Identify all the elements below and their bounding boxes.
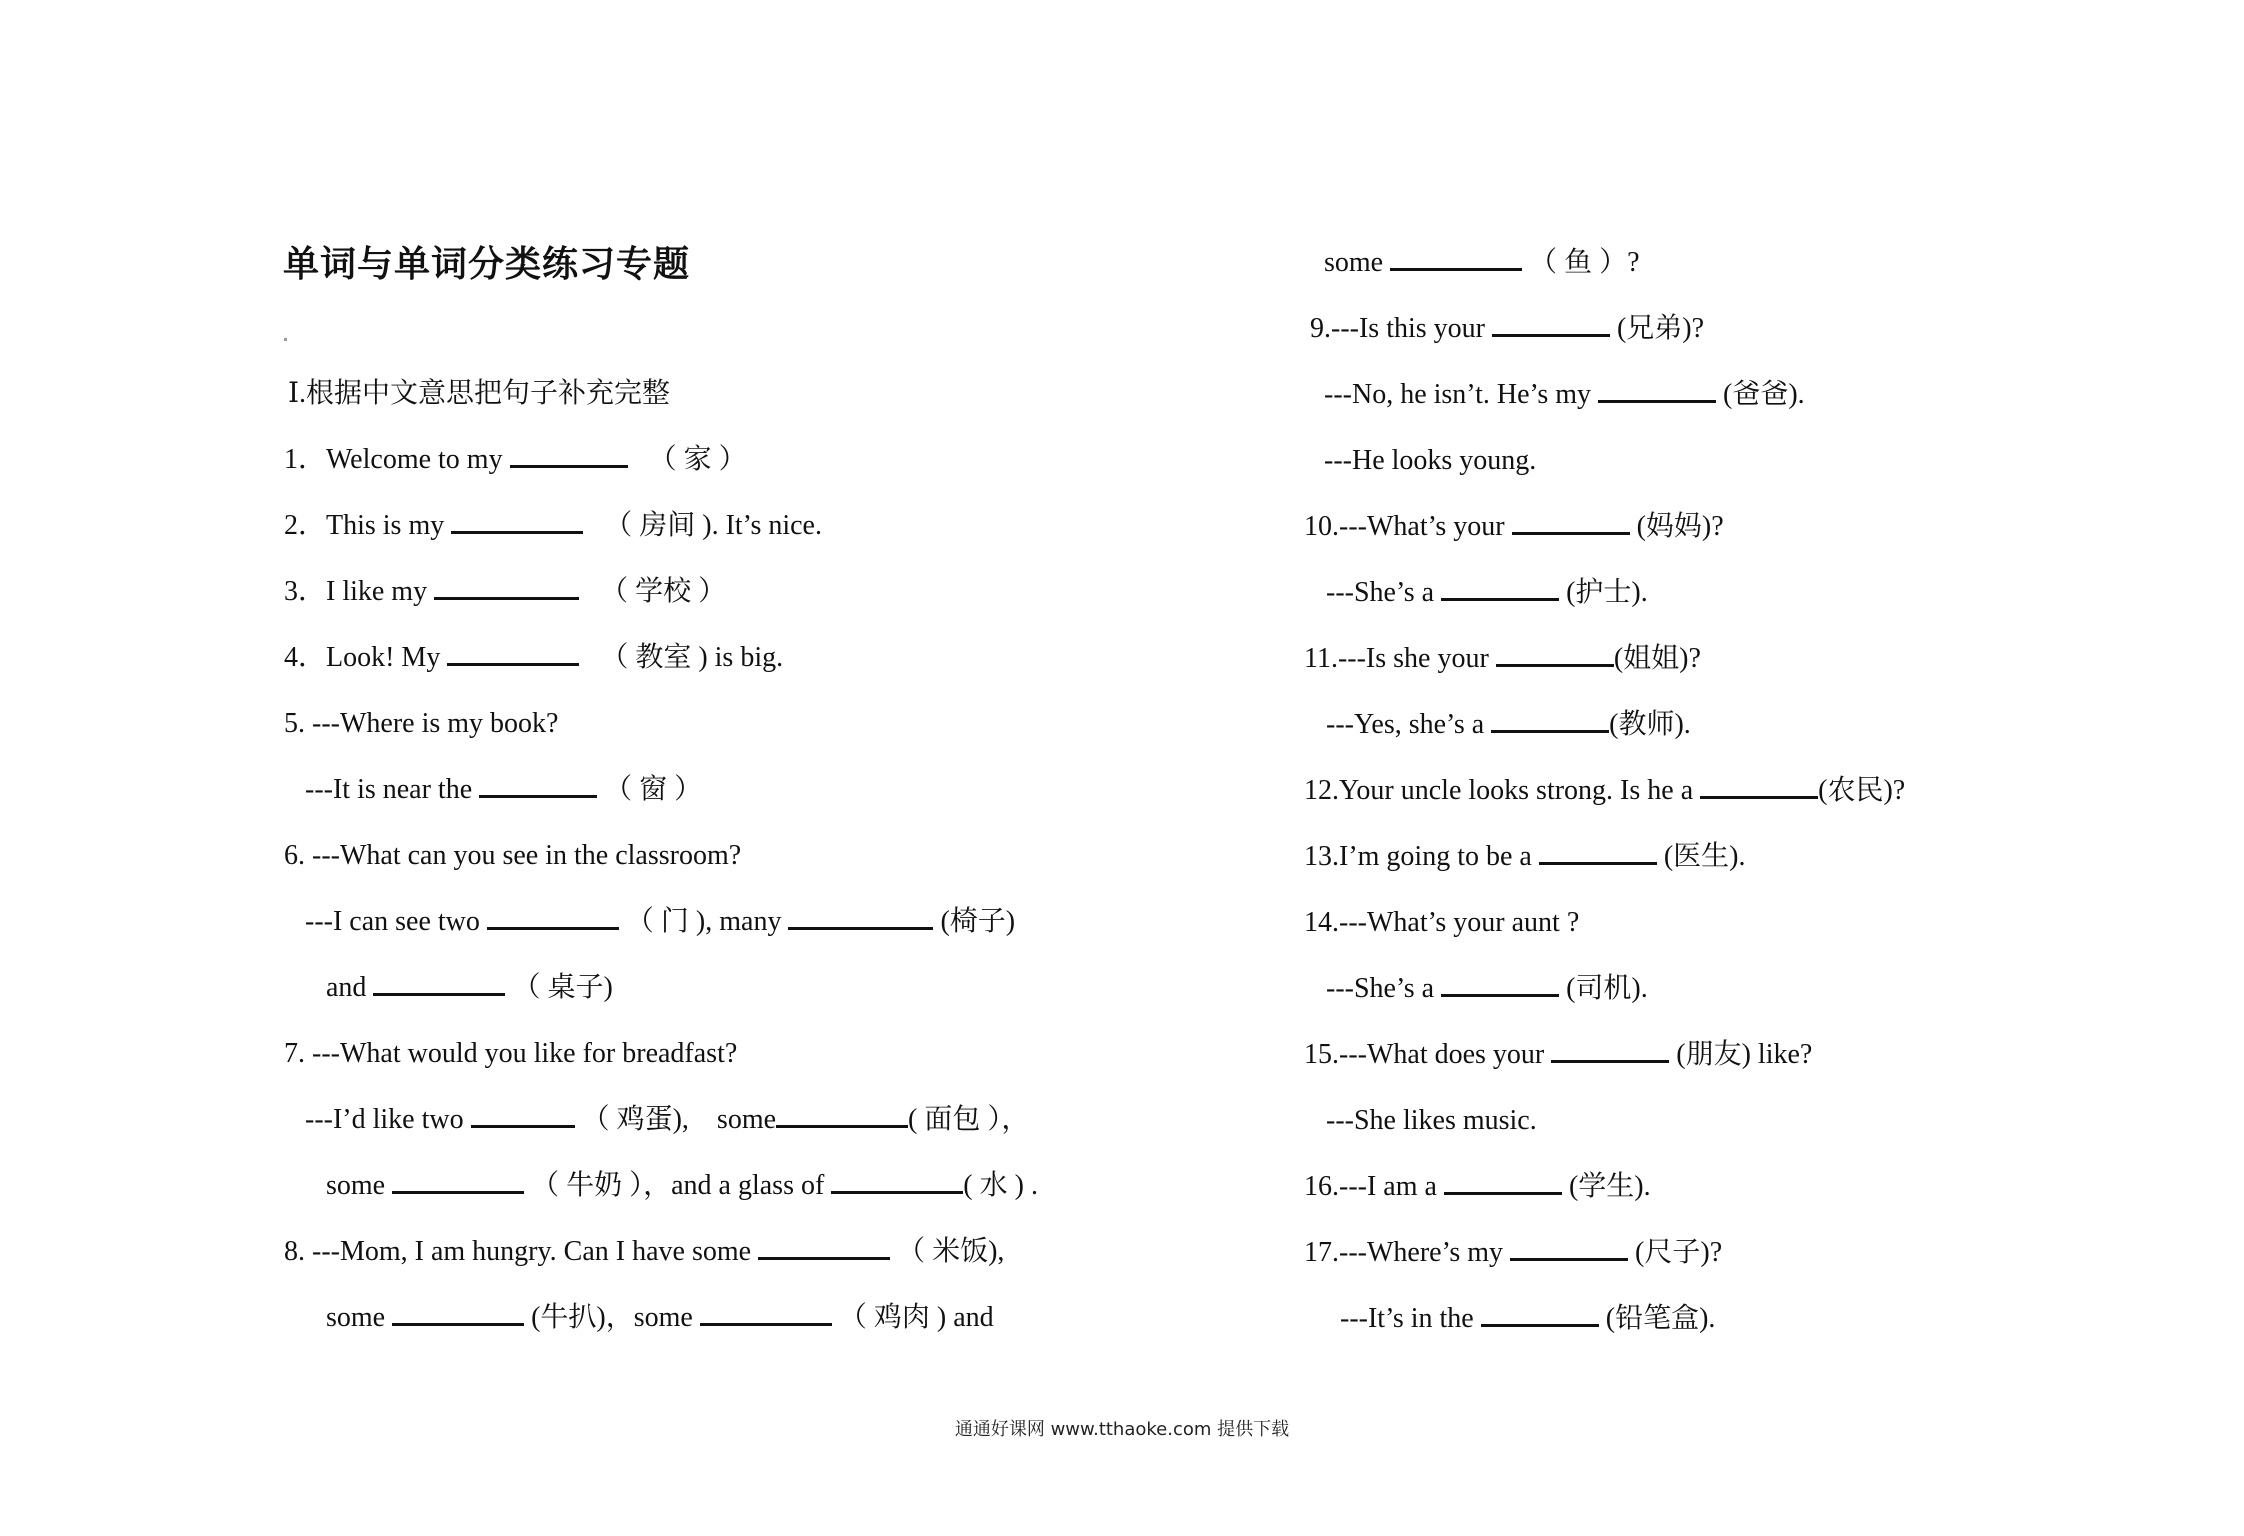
exercise-text: ---She’s a: [1326, 577, 1442, 608]
exercise-line: [1326, 969, 1648, 1009]
exercise-text: ---It’s in the: [1340, 1303, 1481, 1334]
answer-blank[interactable]: [392, 1299, 524, 1326]
exercise-text: ---He looks young.: [1324, 445, 1537, 476]
exercise-text: 4．Look! My: [284, 642, 448, 673]
answer-blank[interactable]: [373, 969, 505, 996]
exercise-text: (兄弟)?: [1609, 313, 1705, 344]
exercise-text: (教师).: [1609, 709, 1691, 740]
exercise-text: （ 房间 ). It’s nice.: [583, 510, 822, 541]
answer-blank[interactable]: [1496, 640, 1614, 667]
answer-blank[interactable]: [1444, 1168, 1562, 1195]
exercise-line: [284, 968, 613, 1008]
exercise-text: (尺子)?: [1628, 1237, 1723, 1268]
exercise-line: [284, 1034, 737, 1074]
exercise-text: 6. ---What can you see in the classroom?: [284, 840, 742, 871]
exercise-text: （ 桌子): [505, 972, 613, 1003]
exercise-line: [284, 572, 726, 612]
exercise-text: some: [1324, 247, 1391, 278]
answer-blank[interactable]: [447, 639, 579, 666]
exercise-text: (护士).: [1559, 577, 1648, 608]
exercise-line: [284, 836, 741, 876]
answer-blank[interactable]: [1551, 1036, 1669, 1063]
exercise-text: (姐姐)?: [1613, 643, 1701, 674]
exercise-text: (司机).: [1559, 973, 1648, 1004]
exercise-line: [1304, 837, 1746, 877]
exercise-text: ---I’d like two: [284, 1104, 471, 1135]
answer-blank[interactable]: [1700, 772, 1818, 799]
exercise-line: [1304, 507, 1724, 547]
page-title: 单词与单词分类练习专题: [283, 244, 691, 285]
page-footer: 通通好课网 www.tthaoke.com 提供下载: [954, 1419, 1290, 1440]
exercise-line: [1326, 573, 1648, 613]
exercise-text: 10.---What’s your: [1304, 511, 1512, 542]
exercise-text: （ 门 ), many: [618, 906, 789, 937]
exercise-text: (学生).: [1561, 1171, 1651, 1202]
exercise-text: 12.Your uncle looks strong. Is he a: [1304, 775, 1701, 806]
exercise-line: [1326, 705, 1691, 745]
answer-blank[interactable]: [1481, 1300, 1599, 1327]
exercise-text: and: [284, 972, 374, 1003]
exercise-text: (朋友) like?: [1669, 1039, 1813, 1070]
exercise-line: [1304, 903, 1579, 943]
answer-blank[interactable]: [471, 1101, 575, 1128]
exercise-line: [284, 1298, 994, 1338]
exercise-text: ---I can see two: [284, 906, 487, 937]
exercise-text: （ 窗 ）: [597, 774, 703, 805]
exercise-text: 14.---What’s your aunt ?: [1304, 907, 1580, 938]
exercise-text: （ 鸡肉 ) and: [831, 1302, 994, 1333]
exercise-line: [284, 770, 702, 810]
answer-blank[interactable]: [1598, 376, 1716, 403]
exercise-text: some: [284, 1170, 393, 1201]
exercise-text: （ 教室 ) is big.: [579, 642, 784, 673]
exercise-text: （ 牛奶 ），and a glass of: [524, 1170, 832, 1201]
exercise-line: [1304, 1035, 1812, 1075]
exercise-line: [284, 638, 783, 678]
answer-blank[interactable]: [510, 441, 628, 468]
exercise-line: [1304, 1167, 1651, 1207]
answer-blank[interactable]: [451, 507, 583, 534]
section-heading: Ⅰ.根据中文意思把句子补充完整: [288, 378, 671, 409]
exercise-text: ---No, he isn’t. He’s my: [1324, 379, 1598, 410]
exercise-text: （ 家 ）: [627, 444, 747, 475]
answer-blank[interactable]: [758, 1233, 890, 1260]
exercise-text: some: [284, 1302, 393, 1333]
exercise-text: ---She likes music.: [1326, 1105, 1537, 1136]
exercise-text: 11.---Is she your: [1304, 643, 1496, 674]
answer-blank[interactable]: [1539, 838, 1657, 865]
exercise-line: [284, 506, 822, 546]
exercise-text: 2．This is my: [284, 510, 452, 541]
exercise-text: (牛扒)，some: [524, 1302, 700, 1333]
exercise-text: ---She’s a: [1326, 973, 1442, 1004]
exercise-text: (妈妈)?: [1629, 511, 1724, 542]
answer-blank[interactable]: [1512, 508, 1630, 535]
exercise-line: [284, 902, 1015, 942]
exercise-text: （ 米饭),: [890, 1236, 1005, 1267]
exercise-text: 8. ---Mom, I am hungry. Can I have some: [284, 1236, 759, 1267]
exercise-text: （ 学校 ）: [579, 576, 727, 607]
exercise-line: [284, 1166, 1038, 1206]
exercise-text: ---It is near the: [284, 774, 480, 805]
exercise-text: （ 鸡蛋), some: [574, 1104, 777, 1135]
exercise-text: 5. ---Where is my book?: [284, 708, 559, 739]
answer-blank[interactable]: [788, 903, 933, 930]
exercise-text: (铅笔盒).: [1598, 1303, 1716, 1334]
exercise-line: [1304, 639, 1701, 679]
exercise-text: （ 鱼 ）?: [1522, 247, 1640, 278]
exercise-text: (爸爸).: [1716, 379, 1805, 410]
exercise-text: 16.---I am a: [1304, 1171, 1444, 1202]
answer-blank[interactable]: [776, 1101, 908, 1128]
answer-blank[interactable]: [700, 1299, 832, 1326]
exercise-line: [1340, 1299, 1715, 1339]
answer-blank[interactable]: [479, 771, 597, 798]
answer-blank[interactable]: [487, 903, 619, 930]
answer-blank[interactable]: [831, 1167, 963, 1194]
exercise-text: ( 水 ) .: [963, 1170, 1038, 1201]
exercise-line: [284, 440, 747, 480]
decorative-dot: [284, 338, 287, 341]
exercise-line: [1326, 1101, 1537, 1141]
answer-blank[interactable]: [1492, 310, 1610, 337]
answer-blank[interactable]: [1390, 244, 1522, 271]
exercise-text: (医生).: [1656, 841, 1746, 872]
exercise-line: [1304, 771, 1905, 811]
exercise-text: (椅子): [933, 906, 1016, 937]
exercise-line: [284, 1232, 1004, 1272]
exercise-line: [284, 1100, 1029, 1140]
answer-blank[interactable]: [1491, 706, 1609, 733]
exercise-text: ---Yes, she’s a: [1326, 709, 1492, 740]
exercise-text: (农民)?: [1818, 775, 1906, 806]
exercise-line: [1324, 441, 1536, 481]
answer-blank[interactable]: [1441, 574, 1559, 601]
answer-blank[interactable]: [392, 1167, 524, 1194]
exercise-line: [284, 704, 558, 744]
exercise-line: [1324, 243, 1640, 283]
exercise-text: 7. ---What would you like for breadfast?: [284, 1038, 738, 1069]
exercise-line: [1310, 309, 1704, 349]
exercise-text: 17.---Where’s my: [1304, 1237, 1511, 1268]
exercise-line: [1324, 375, 1805, 415]
exercise-text: 15.---What does your: [1304, 1039, 1552, 1070]
answer-blank[interactable]: [1510, 1234, 1628, 1261]
exercise-text: 1．Welcome to my: [284, 444, 510, 475]
answer-blank[interactable]: [434, 573, 579, 600]
exercise-text: 13.I’m going to be a: [1304, 841, 1539, 872]
exercise-text: 3．I like my: [284, 576, 435, 607]
exercise-text: ( 面包 ），: [908, 1104, 1030, 1135]
exercise-text: 9.---Is this your: [1310, 313, 1492, 344]
answer-blank[interactable]: [1441, 970, 1559, 997]
exercise-line: [1304, 1233, 1722, 1273]
